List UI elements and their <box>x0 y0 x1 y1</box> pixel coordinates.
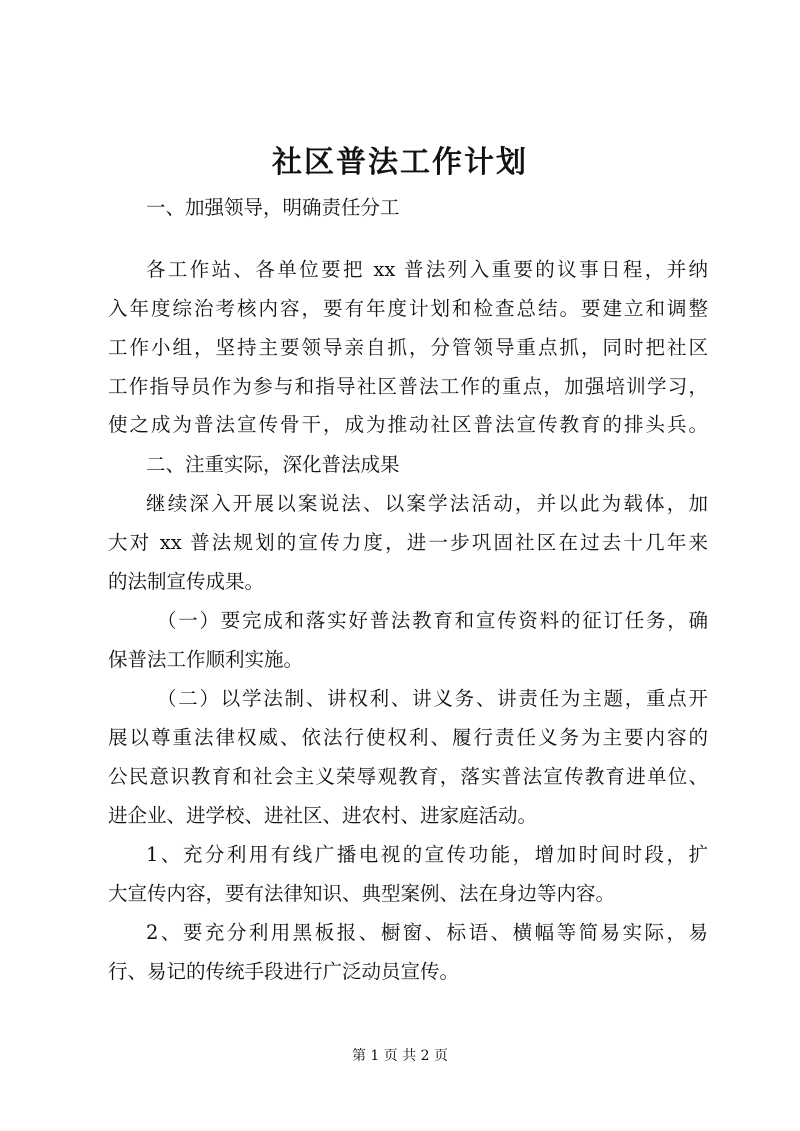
paragraph-line: 1、充分利用有线广播电视的宣传功能，增加时间时段，扩 <box>146 843 708 866</box>
section-heading-2: 二、注重实际，深化普法成果 <box>146 453 400 476</box>
document-title: 社区普法工作计划 <box>272 145 528 180</box>
paragraph-line: 入年度综治考核内容，要有年度计划和检查总结。要建立和调整 <box>108 297 708 320</box>
paragraph-line: 保普法工作顺利实施。 <box>108 648 304 671</box>
paragraph-line: 各工作站、各单位要把 xx 普法列入重要的议事日程，并纳 <box>146 258 708 281</box>
paragraph-line: 进企业、进学校、进社区、进农村、进家庭活动。 <box>108 804 538 827</box>
paragraph-line: （二）以学法制、讲权利、讲义务、讲责任为主题，重点开 <box>157 687 708 710</box>
paragraph-line: 工作指导员作为参与和指导社区普法工作的重点，加强培训学习， <box>108 375 708 398</box>
paragraph-line: 大宣传内容，要有法律知识、典型案例、法在身边等内容。 <box>108 882 616 905</box>
paragraph-line: 工作小组，坚持主要领导亲自抓，分管领导重点抓，同时把社区 <box>108 336 708 359</box>
paragraph-line: 继续深入开展以案说法、以案学法活动，并以此为载体，加 <box>146 492 708 515</box>
section-heading-1: 一、加强领导，明确责任分工 <box>146 196 400 219</box>
paragraph-line: 的法制宣传成果。 <box>108 570 265 593</box>
paragraph-line: 大对 xx 普法规划的宣传力度，进一步巩固社区在过去十几年来 <box>108 531 708 554</box>
page-footer: 第 1 页 共 2 页 <box>351 1048 449 1064</box>
paragraph-line: 公民意识教育和社会主义荣辱观教育，落实普法宣传教育进单位、 <box>108 765 708 788</box>
paragraph-line: 行、易记的传统手段进行广泛动员宣传。 <box>108 960 460 983</box>
paragraph-line: 使之成为普法宣传骨干，成为推动社区普法宣传教育的排头兵。 <box>108 413 708 436</box>
paragraph-line: （一）要完成和落实好普法教育和宣传资料的征订任务，确 <box>157 609 708 632</box>
paragraph-line: 2、要充分利用黑板报、橱窗、标语、横幅等简易实际，易 <box>146 921 708 944</box>
paragraph-line: 展以尊重法律权威、依法行使权利、履行责任义务为主要内容的 <box>108 726 708 749</box>
